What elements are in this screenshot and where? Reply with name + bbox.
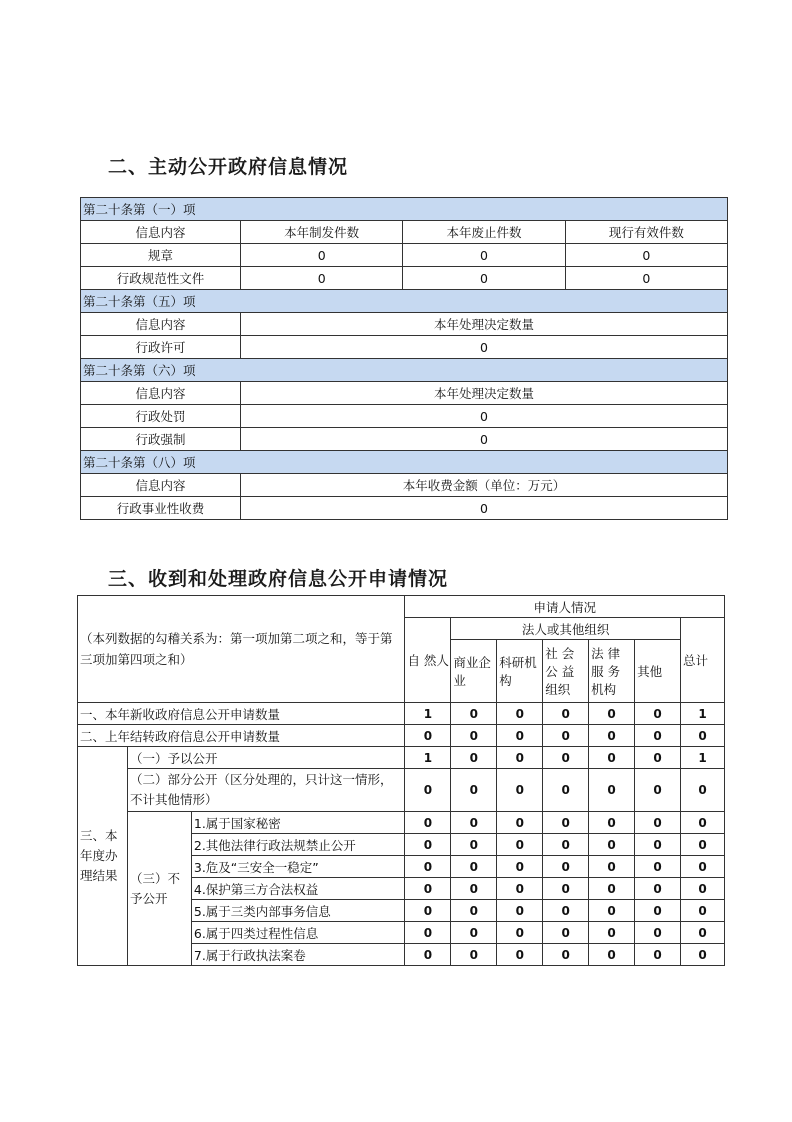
cell-value: 0 [497, 703, 543, 725]
section2-title: 二、主动公开政府信息情况 [108, 156, 349, 178]
cell-value: 0 [543, 944, 589, 966]
group-heading-row [81, 198, 728, 221]
cell-value: 0 [241, 336, 728, 359]
proactive-disclosure-table [80, 197, 728, 520]
social-header: 社 会 公 益 组织 [543, 640, 589, 703]
header-row [78, 596, 725, 618]
group-heading: 第二十条第（八）项 [81, 451, 728, 474]
cell-value: 0 [635, 944, 681, 966]
column-header: 本年处理决定数量 [241, 313, 728, 336]
cell-value: 0 [451, 922, 497, 944]
cell-value: 0 [680, 856, 724, 878]
row-label: 4.保护第三方合法权益 [191, 878, 405, 900]
column-header-row [81, 313, 728, 336]
column-header: 信息内容 [81, 313, 241, 336]
cell-value: 0 [635, 703, 681, 725]
cell-value: 0 [241, 497, 728, 520]
cell-value: 0 [589, 747, 635, 769]
row-label: 7.属于行政执法案卷 [191, 944, 405, 966]
cell-value: 0 [635, 725, 681, 747]
cell-value: 0 [543, 703, 589, 725]
cell-value: 0 [241, 244, 403, 267]
section3-title: 三、收到和处理政府信息公开申请情况 [108, 568, 449, 590]
cell-value: 0 [635, 834, 681, 856]
checksum-note: （本列数据的勾稽关系为：第一项加第二项之和，等于第三项加第四项之和） [78, 596, 405, 703]
cell-value: 0 [589, 725, 635, 747]
cell-value: 0 [635, 747, 681, 769]
column-header-row [81, 474, 728, 497]
applicant-header: 申请人情况 [405, 596, 725, 618]
cell-value: 0 [589, 834, 635, 856]
column-header: 本年处理决定数量 [241, 382, 728, 405]
cell-value: 0 [405, 922, 451, 944]
row-label: 行政规范性文件 [81, 267, 241, 290]
cell-value: 0 [589, 944, 635, 966]
cell-value: 0 [543, 812, 589, 834]
table-row [78, 703, 725, 725]
research-header: 科研机构 [497, 640, 543, 703]
cell-value: 0 [403, 267, 565, 290]
cell-value: 0 [543, 856, 589, 878]
column-header: 信息内容 [81, 382, 241, 405]
legal-group-header: 法人或其他组织 [451, 618, 681, 640]
row-label: 二、上年结转政府信息公开申请数量 [78, 725, 405, 747]
column-header: 信息内容 [81, 474, 241, 497]
cell-value: 0 [589, 900, 635, 922]
column-header: 本年废止件数 [403, 221, 565, 244]
cell-value: 1 [680, 703, 724, 725]
cell-value: 0 [589, 812, 635, 834]
group-heading: 第二十条第（六）项 [81, 359, 728, 382]
row-label: 行政处罚 [81, 405, 241, 428]
cell-value: 0 [680, 878, 724, 900]
cell-value: 0 [497, 878, 543, 900]
cell-value: 0 [635, 878, 681, 900]
cell-value: 1 [405, 747, 451, 769]
row-label: 行政事业性收费 [81, 497, 241, 520]
cell-value: 0 [680, 812, 724, 834]
cell-value: 0 [405, 900, 451, 922]
cell-value: 0 [543, 769, 589, 812]
cell-value: 0 [497, 834, 543, 856]
table-row [81, 428, 728, 451]
cell-value: 0 [451, 900, 497, 922]
cell-value: 0 [589, 856, 635, 878]
cell-value: 0 [405, 878, 451, 900]
cell-value: 0 [241, 267, 403, 290]
cell-value: 0 [589, 769, 635, 812]
cell-value: 0 [497, 944, 543, 966]
cell-value: 0 [497, 769, 543, 812]
column-header-row [81, 221, 728, 244]
cell-value: 0 [497, 725, 543, 747]
cell-value: 0 [543, 878, 589, 900]
cell-value: 0 [403, 244, 565, 267]
group-heading: 第二十条第（五）项 [81, 290, 728, 313]
table-row [81, 267, 728, 290]
cell-value: 0 [635, 856, 681, 878]
cell-value: 0 [451, 878, 497, 900]
group-heading-row [81, 451, 728, 474]
column-header: 信息内容 [81, 221, 241, 244]
cell-value: 0 [497, 922, 543, 944]
business-header: 商业企业 [451, 640, 497, 703]
column-header: 本年收费金额（单位：万元） [241, 474, 728, 497]
table-row [78, 812, 725, 834]
cell-value: 0 [680, 834, 724, 856]
row-label: 5.属于三类内部事务信息 [191, 900, 405, 922]
cell-value: 0 [405, 834, 451, 856]
cell-value: 0 [589, 878, 635, 900]
row-label: 一、本年新收政府信息公开申请数量 [78, 703, 405, 725]
row-label: （一）予以公开 [127, 747, 405, 769]
cell-value: 0 [241, 428, 728, 451]
cell-value: 0 [451, 944, 497, 966]
cell-value: 0 [451, 812, 497, 834]
row-label: 2.其他法律行政法规禁止公开 [191, 834, 405, 856]
cell-value: 0 [497, 812, 543, 834]
cell-value: 0 [565, 267, 727, 290]
table-row [81, 244, 728, 267]
cell-value: 0 [543, 725, 589, 747]
group-heading-row [81, 359, 728, 382]
natural-person-header: 自 然人 [405, 618, 451, 703]
row-label: 行政许可 [81, 336, 241, 359]
cell-value: 0 [680, 900, 724, 922]
cell-value: 1 [405, 703, 451, 725]
cell-value: 0 [635, 922, 681, 944]
group-heading-row [81, 290, 728, 313]
cell-value: 1 [680, 747, 724, 769]
row-label: 1.属于国家秘密 [191, 812, 405, 834]
table-row [78, 769, 725, 812]
cell-value: 0 [543, 747, 589, 769]
cell-value: 0 [451, 725, 497, 747]
cell-value: 0 [451, 769, 497, 812]
cell-value: 0 [451, 703, 497, 725]
cell-value: 0 [497, 900, 543, 922]
column-header: 现行有效件数 [565, 221, 727, 244]
cell-value: 0 [589, 922, 635, 944]
row-label: 3.危及“三安全一稳定” [191, 856, 405, 878]
cell-value: 0 [589, 703, 635, 725]
cell-value: 0 [635, 812, 681, 834]
table-row [81, 336, 728, 359]
cell-value: 0 [241, 405, 728, 428]
cell-value: 0 [565, 244, 727, 267]
not-open-group-label: （三）不予公开 [127, 812, 191, 966]
cell-value: 0 [543, 834, 589, 856]
row-label: 6.属于四类过程性信息 [191, 922, 405, 944]
table-row [81, 497, 728, 520]
column-header-row [81, 382, 728, 405]
cell-value: 0 [451, 747, 497, 769]
table-row [81, 405, 728, 428]
application-handling-table [77, 595, 725, 966]
row-label: （二）部分公开（区分处理的，只计这一情形，不计其他情形） [127, 769, 405, 812]
cell-value: 0 [635, 900, 681, 922]
other-header: 其他 [635, 640, 681, 703]
column-header: 本年制发件数 [241, 221, 403, 244]
legal-service-header: 法 律 服 务 机构 [589, 640, 635, 703]
cell-value: 0 [497, 856, 543, 878]
cell-value: 0 [405, 769, 451, 812]
row-label: 规章 [81, 244, 241, 267]
group-heading: 第二十条第（一）项 [81, 198, 728, 221]
row-label: 行政强制 [81, 428, 241, 451]
result-group-label: 三、本年度办理结果 [78, 747, 128, 966]
cell-value: 0 [680, 944, 724, 966]
cell-value: 0 [635, 769, 681, 812]
cell-value: 0 [680, 922, 724, 944]
total-header: 总计 [680, 618, 724, 703]
cell-value: 0 [451, 834, 497, 856]
cell-value: 0 [543, 922, 589, 944]
cell-value: 0 [680, 725, 724, 747]
cell-value: 0 [680, 769, 724, 812]
cell-value: 0 [405, 725, 451, 747]
cell-value: 0 [543, 900, 589, 922]
cell-value: 0 [405, 856, 451, 878]
table-row [78, 725, 725, 747]
table-row [78, 747, 725, 769]
cell-value: 0 [405, 944, 451, 966]
cell-value: 0 [451, 856, 497, 878]
cell-value: 0 [405, 812, 451, 834]
cell-value: 0 [497, 747, 543, 769]
